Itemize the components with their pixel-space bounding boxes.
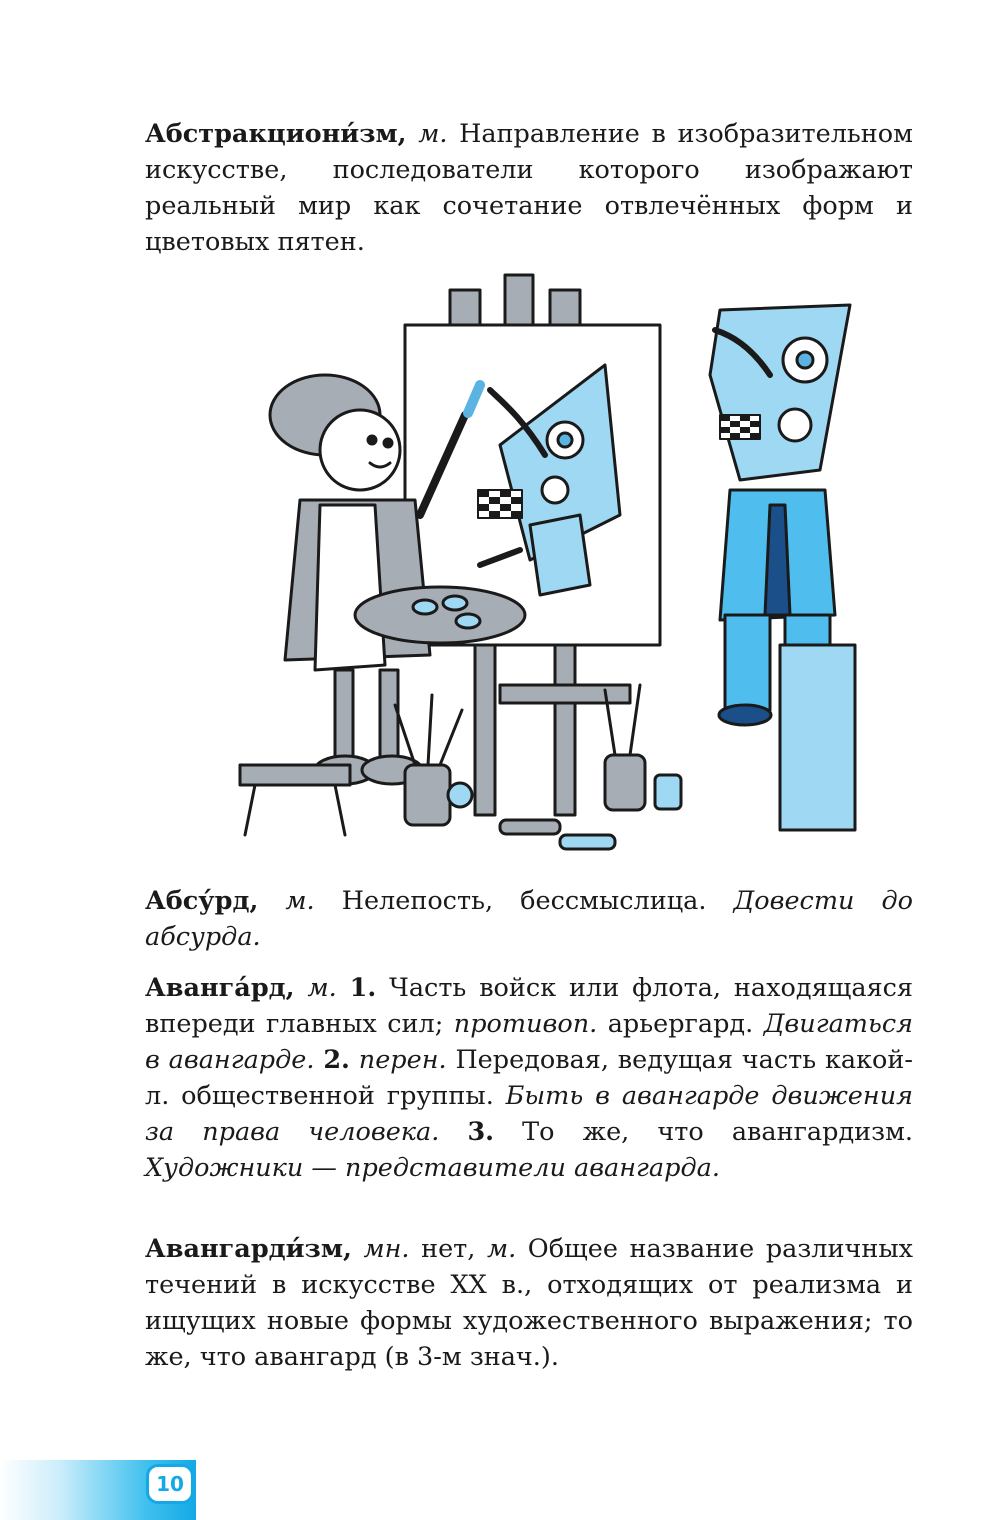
definition: Часть войск или флота, находящаяся впереди главных сил; <box>145 973 914 1039</box>
antonym: арьергард. <box>607 1009 754 1039</box>
usage-label: противоп. <box>453 1009 598 1039</box>
headword: Авангарди́зм, <box>145 1234 352 1264</box>
definition: Общее название различных течений в искусстве XX в., отходящих от реализма и ищущих новые формы художественного выражения; то же, что авангард (в 3-м знач.). <box>145 1234 913 1372</box>
definition: То же, что авангардизм. <box>522 1117 914 1147</box>
grammar-label: м. <box>307 973 337 1003</box>
grammar-label: м. <box>285 886 315 916</box>
definition: Передовая, ведущая часть какой-л. общественной группы. <box>145 1045 913 1111</box>
page-number: 10 <box>146 1464 194 1504</box>
entry-avangard <box>145 970 913 1186</box>
grammar-label: м. <box>418 119 448 149</box>
headword: Аванга́рд, <box>145 973 295 1003</box>
usage-example: Художники — представители авангарда. <box>145 1153 720 1183</box>
entry-abstractionism <box>145 116 913 260</box>
usage-example: Довести до абсурда. <box>145 886 913 952</box>
usage-label: перен. <box>358 1045 447 1075</box>
definition: Нелепость, бессмыслица. <box>341 886 707 916</box>
headword: Абстракциони́зм, <box>145 119 407 149</box>
usage-example: Двигаться в авангарде. <box>145 1009 914 1075</box>
definition: Направление в изобразительном искусстве, последователи которого изображают реальный мир как сочетание отвлечённых форм и цветовых пятен. <box>145 119 913 257</box>
sense-number: 2. <box>323 1045 350 1075</box>
grammar-label: м. <box>486 1234 517 1264</box>
entry-absurd <box>145 883 913 955</box>
grammar-label: мн. <box>363 1234 410 1264</box>
sense-number: 3. <box>467 1117 495 1147</box>
artist-illustration <box>200 265 920 865</box>
sense-number: 1. <box>349 973 377 1003</box>
grammar-note: нет, <box>421 1234 476 1264</box>
headword: Абсу́рд, <box>145 886 259 916</box>
entry-avangardism <box>145 1231 913 1375</box>
usage-example: Быть в авангарде движения за права человека. <box>145 1081 914 1147</box>
